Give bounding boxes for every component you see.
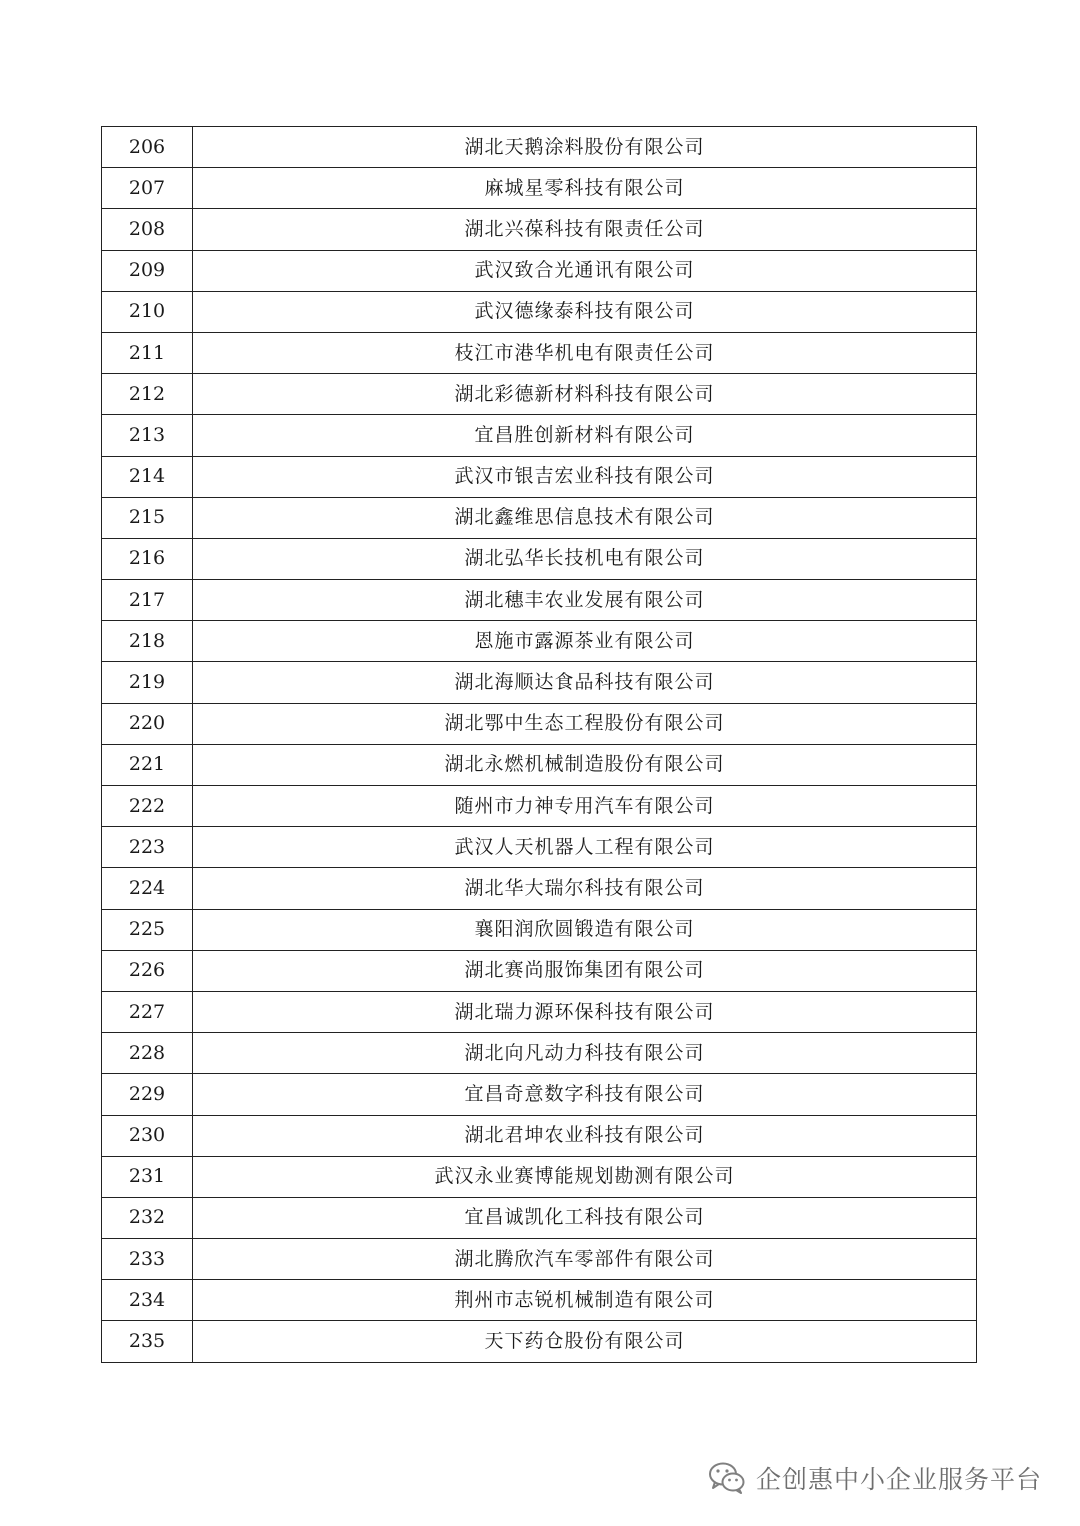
table-row: [102, 1321, 977, 1362]
table-row: [102, 374, 977, 415]
company-name-cell: 武汉人天机器人工程有限公司: [193, 827, 977, 868]
row-number-cell: 234: [102, 1280, 193, 1321]
company-name-cell: 枝江市港华机电有限责任公司: [193, 332, 977, 373]
company-name-cell: 宜昌奇意数字科技有限公司: [193, 1074, 977, 1115]
row-number-cell: 232: [102, 1197, 193, 1238]
row-number-cell: 227: [102, 991, 193, 1032]
company-name-cell: 湖北弘华长技机电有限公司: [193, 538, 977, 579]
company-name-cell: 湖北永燃机械制造股份有限公司: [193, 744, 977, 785]
row-number-cell: 225: [102, 909, 193, 950]
row-number-cell: 215: [102, 497, 193, 538]
table-row: [102, 1074, 977, 1115]
company-name-cell: 武汉致合光通讯有限公司: [193, 250, 977, 291]
table-row: [102, 621, 977, 662]
company-name-cell: 湖北华大瑞尔科技有限公司: [193, 868, 977, 909]
table-row: [102, 1156, 977, 1197]
company-name-cell: 荆州市志锐机械制造有限公司: [193, 1280, 977, 1321]
table-row: [102, 497, 977, 538]
company-name-cell: 武汉德缘泰科技有限公司: [193, 291, 977, 332]
company-name-cell: 湖北赛尚服饰集团有限公司: [193, 950, 977, 991]
table-row: [102, 168, 977, 209]
row-number-cell: 206: [102, 127, 193, 168]
company-name-cell: 麻城星零科技有限公司: [193, 168, 977, 209]
company-name-cell: 湖北海顺达食品科技有限公司: [193, 662, 977, 703]
row-number-cell: 223: [102, 827, 193, 868]
table-row: [102, 1280, 977, 1321]
wechat-icon: [708, 1461, 746, 1495]
company-name-cell: 湖北穗丰农业发展有限公司: [193, 580, 977, 621]
table-row: [102, 1239, 977, 1280]
company-name-cell: 武汉市银吉宏业科技有限公司: [193, 456, 977, 497]
company-name-cell: 宜昌胜创新材料有限公司: [193, 415, 977, 456]
company-list-table: [101, 126, 977, 1363]
table-row: [102, 868, 977, 909]
row-number-cell: 217: [102, 580, 193, 621]
company-name-cell: 武汉永业赛博能规划勘测有限公司: [193, 1156, 977, 1197]
table-row: [102, 332, 977, 373]
row-number-cell: 230: [102, 1115, 193, 1156]
row-number-cell: 228: [102, 1033, 193, 1074]
row-number-cell: 211: [102, 332, 193, 373]
table-row: [102, 250, 977, 291]
table-row: [102, 703, 977, 744]
watermark-text: 企创惠中小企业服务平台: [755, 1465, 1042, 1494]
table-row: [102, 827, 977, 868]
table-row: [102, 909, 977, 950]
row-number-cell: 229: [102, 1074, 193, 1115]
row-number-cell: 220: [102, 703, 193, 744]
row-number-cell: 216: [102, 538, 193, 579]
table-row: [102, 786, 977, 827]
row-number-cell: 231: [102, 1156, 193, 1197]
row-number-cell: 221: [102, 744, 193, 785]
company-name-cell: 湖北君坤农业科技有限公司: [193, 1115, 977, 1156]
table-body: [102, 127, 977, 1363]
company-name-cell: 宜昌诚凯化工科技有限公司: [193, 1197, 977, 1238]
row-number-cell: 207: [102, 168, 193, 209]
row-number-cell: 214: [102, 456, 193, 497]
row-number-cell: 212: [102, 374, 193, 415]
table-row: [102, 950, 977, 991]
wechat-watermark: [708, 1458, 1042, 1498]
row-number-cell: 213: [102, 415, 193, 456]
row-number-cell: 224: [102, 868, 193, 909]
row-number-cell: 208: [102, 209, 193, 250]
company-name-cell: 湖北天鹅涂料股份有限公司: [193, 127, 977, 168]
row-number-cell: 218: [102, 621, 193, 662]
table-row: [102, 415, 977, 456]
company-name-cell: 恩施市露源茶业有限公司: [193, 621, 977, 662]
table-row: [102, 580, 977, 621]
table-row: [102, 209, 977, 250]
company-name-cell: 天下药仓股份有限公司: [193, 1321, 977, 1362]
table-row: [102, 1033, 977, 1074]
row-number-cell: 209: [102, 250, 193, 291]
company-name-cell: 湖北向凡动力科技有限公司: [193, 1033, 977, 1074]
row-number-cell: 235: [102, 1321, 193, 1362]
table-row: [102, 1197, 977, 1238]
row-number-cell: 210: [102, 291, 193, 332]
table-row: [102, 291, 977, 332]
company-name-cell: 随州市力神专用汽车有限公司: [193, 786, 977, 827]
table-row: [102, 744, 977, 785]
table-row: [102, 991, 977, 1032]
row-number-cell: 226: [102, 950, 193, 991]
table-row: [102, 538, 977, 579]
table-row: [102, 662, 977, 703]
company-name-cell: 湖北鑫维思信息技术有限公司: [193, 497, 977, 538]
row-number-cell: 233: [102, 1239, 193, 1280]
company-name-cell: 湖北腾欣汽车零部件有限公司: [193, 1239, 977, 1280]
table-row: [102, 1115, 977, 1156]
company-name-cell: 湖北鄂中生态工程股份有限公司: [193, 703, 977, 744]
company-name-cell: 襄阳润欣圆锻造有限公司: [193, 909, 977, 950]
company-name-cell: 湖北彩德新材料科技有限公司: [193, 374, 977, 415]
table-row: [102, 456, 977, 497]
row-number-cell: 222: [102, 786, 193, 827]
row-number-cell: 219: [102, 662, 193, 703]
table-row: [102, 127, 977, 168]
company-name-cell: 湖北兴葆科技有限责任公司: [193, 209, 977, 250]
company-name-cell: 湖北瑞力源环保科技有限公司: [193, 991, 977, 1032]
